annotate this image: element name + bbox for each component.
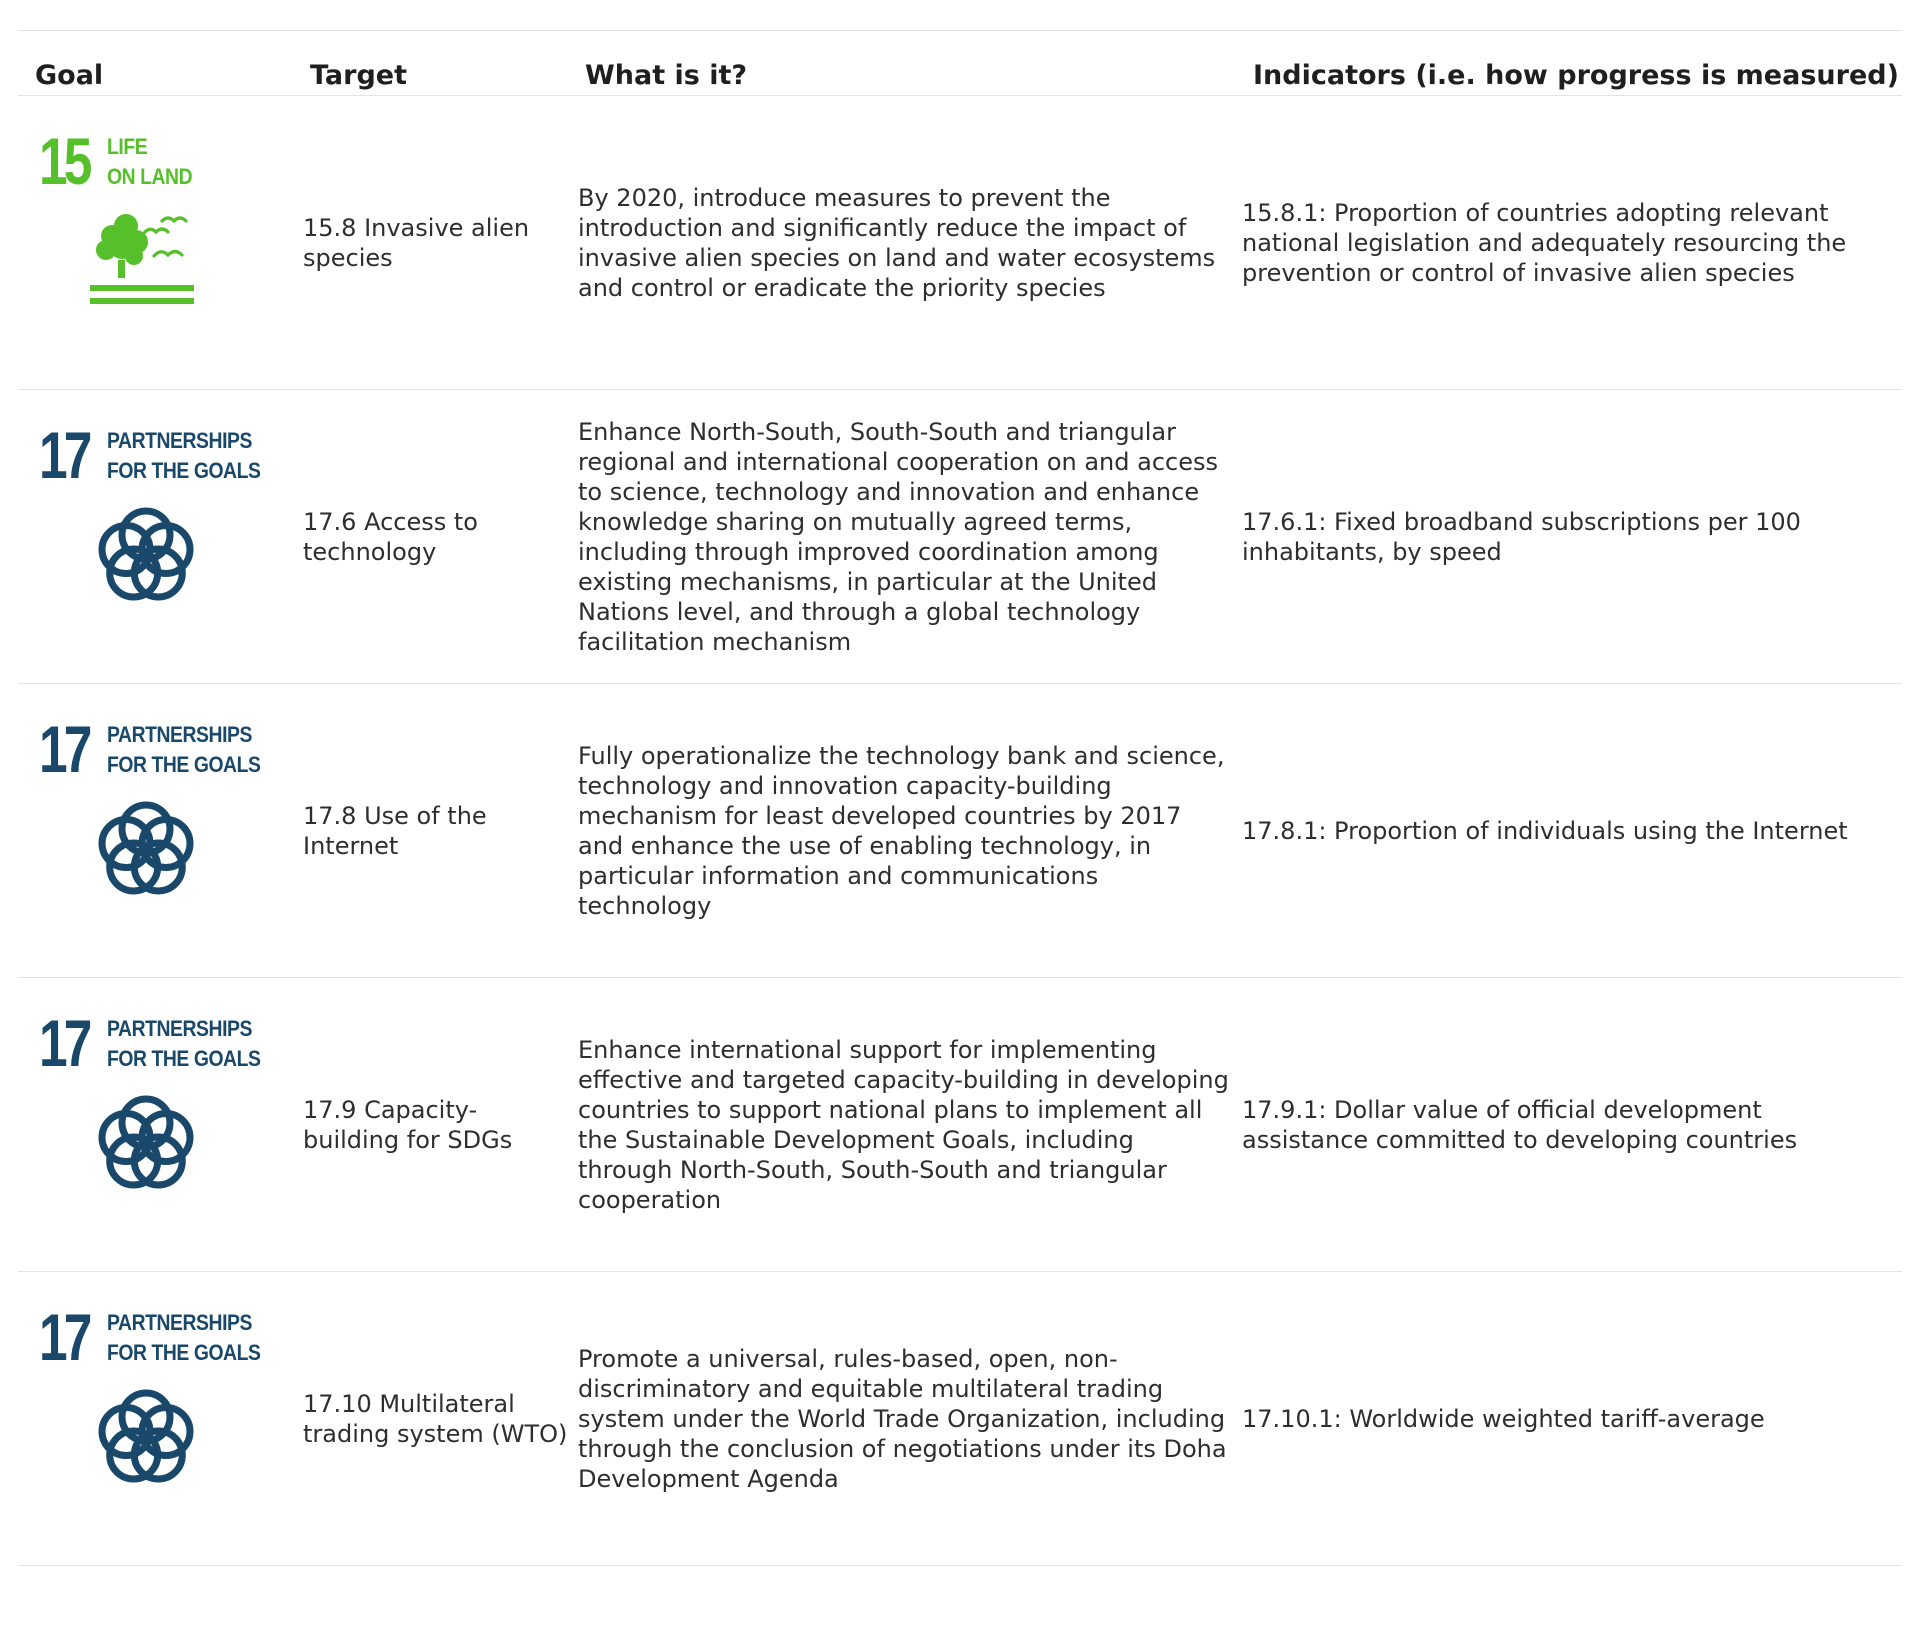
goal-icon [86, 792, 206, 917]
goal-number: 15 [39, 124, 89, 198]
goal-title [107, 1308, 260, 1368]
goal-title-line: FOR THE GOALS [107, 458, 261, 483]
goal-title-line: LIFE [107, 134, 148, 159]
description-text: Enhance North-South, South-South and triangular regional and international cooperation on and access to science, technology and innovation and enhance knowledge sharing on mutually agreed terms, including through improved coordination among existing mechanisms, in particular at the United Nations level, and through a global technology facilitation mechanism [578, 417, 1218, 656]
goal-number: 17 [39, 418, 89, 492]
goal-title-line: FOR THE GOALS [107, 752, 261, 777]
goal-cell [18, 1272, 293, 1565]
goal-title-line: PARTNERSHIPS [107, 428, 252, 453]
header-indicators: Indicators (i.e. how progress is measured) [1253, 60, 1899, 91]
goal-icon [86, 498, 206, 623]
indicator-cell [1236, 96, 1902, 389]
target-text: 17.9 Capacity-building for SDGs [303, 1095, 513, 1154]
indicator-text: 17.8.1: Proportion of individuals using the Internet [1242, 816, 1848, 845]
target-cell [293, 96, 568, 389]
header-what: What is it? [585, 60, 748, 91]
target-text: 17.6 Access to technology [303, 507, 478, 566]
header-target: Target [310, 60, 408, 91]
indicator-cell [1236, 684, 1902, 977]
goal-number: 17 [39, 1006, 89, 1080]
table-row [18, 96, 1902, 390]
table-row [18, 684, 1902, 978]
target-cell [293, 978, 568, 1271]
partnerships-icon [86, 1086, 206, 1206]
indicator-cell [1236, 390, 1902, 683]
description-cell [568, 390, 1236, 683]
goal-title [107, 1014, 260, 1074]
target-text: 17.8 Use of the Internet [303, 801, 487, 860]
goal-title-line: FOR THE GOALS [107, 1046, 261, 1071]
table-row [18, 1272, 1902, 1566]
description-text: Fully operationalize the technology bank and science, technology and innovation capacity-building mechanism for least developed countries by 2017 and enhance the use of enabling technology, in particular information and communications technology [578, 741, 1225, 920]
goal-title [107, 720, 260, 780]
goal-number: 17 [39, 712, 89, 786]
goal-title-line: PARTNERSHIPS [107, 1310, 252, 1335]
goal-title-line: PARTNERSHIPS [107, 1016, 252, 1041]
description-cell [568, 96, 1236, 389]
partnerships-icon [86, 792, 206, 912]
partnerships-icon [86, 498, 206, 618]
table-row [18, 978, 1902, 1272]
indicator-text: 17.6.1: Fixed broadband subscriptions per 100 inhabitants, by speed [1242, 507, 1801, 566]
goal-title-line: FOR THE GOALS [107, 1340, 261, 1365]
target-text: 17.10 Multilateral trading system (WTO) [303, 1389, 568, 1448]
goal-cell [18, 978, 293, 1271]
goal-icon [86, 1086, 206, 1211]
goal-title [107, 426, 260, 486]
goal-cell [18, 684, 293, 977]
target-text: 15.8 Invasive alien species [303, 213, 530, 272]
description-text: Promote a universal, rules-based, open, non-discriminatory and equitable multilateral trading system under the World Trade Organization, including through the conclusion of negotiations under its Doha Development Agenda [578, 1344, 1227, 1493]
sdg-targets-table [18, 30, 1902, 1566]
table-body [18, 96, 1902, 1566]
description-cell [568, 1272, 1236, 1565]
goal-title-line: ON LAND [107, 164, 193, 189]
indicator-text: 17.10.1: Worldwide weighted tariff-average [1242, 1404, 1765, 1433]
target-cell [293, 1272, 568, 1565]
description-text: By 2020, introduce measures to prevent the introduction and significantly reduce the impact of invasive alien species on land and water ecosystems and control or eradicate the priority species [578, 183, 1216, 302]
goal-cell [18, 390, 293, 683]
goal-cell [18, 96, 293, 389]
table-row [18, 390, 1902, 684]
description-cell [568, 684, 1236, 977]
description-cell [568, 978, 1236, 1271]
indicator-text: 15.8.1: Proportion of countries adopting relevant national legislation and adequately resourcing the prevention or control of invasive alien species [1242, 198, 1847, 287]
indicator-text: 17.9.1: Dollar value of official development assistance committed to developing countries [1242, 1095, 1798, 1154]
goal-title [107, 132, 192, 192]
indicator-cell [1236, 978, 1902, 1271]
goal-icon [86, 1380, 206, 1505]
indicator-cell [1236, 1272, 1902, 1565]
goal-icon [86, 204, 198, 321]
goal-number: 17 [39, 1300, 89, 1374]
partnerships-icon [86, 1380, 206, 1500]
description-text: Enhance international support for implementing effective and targeted capacity-building in developing countries to support national plans to implement all the Sustainable Development Goals, including through North-South, South-South and triangular cooperation [578, 1035, 1229, 1214]
header-goal: Goal [35, 60, 104, 91]
goal-title-line: PARTNERSHIPS [107, 722, 252, 747]
target-cell [293, 390, 568, 683]
table-header [18, 31, 1902, 96]
life-on-land-icon [86, 204, 198, 316]
target-cell [293, 684, 568, 977]
